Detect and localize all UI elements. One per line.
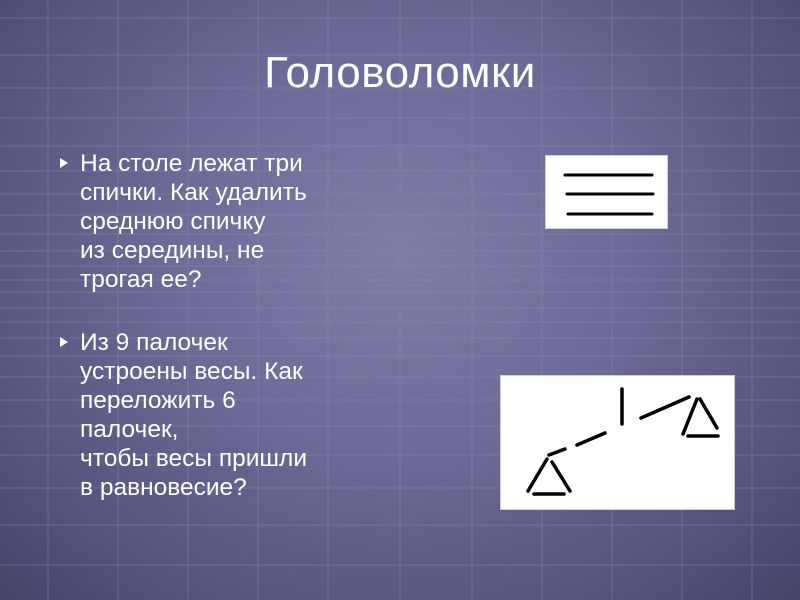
beam-left-upper xyxy=(577,433,605,445)
left-pan-left-side xyxy=(528,459,547,491)
triangle-bullet-icon xyxy=(60,337,68,347)
beam-left-lower xyxy=(549,449,565,455)
three-matches-drawing xyxy=(546,156,667,228)
triangle-bullet-icon xyxy=(60,158,68,168)
right-pan-right-side xyxy=(700,399,717,428)
scales-figure xyxy=(500,375,735,510)
bullet-item-matches xyxy=(60,149,360,299)
left-pan-right-side xyxy=(552,462,570,491)
bullet-text-matches: На столе лежат три спички. Как удалить среднюю спичку из середины, не трогая ее? xyxy=(80,150,307,293)
scales-drawing xyxy=(501,376,734,509)
right-pan-left-side xyxy=(683,399,697,434)
three-matches-figure xyxy=(545,155,668,229)
bullet-text-scales: Из 9 палочек устроены весы. Как переложить 6 палочек, чтобы весы пришли в равновесие? xyxy=(80,329,308,501)
beam-right xyxy=(641,397,689,418)
slide-title: Головоломки xyxy=(264,48,536,97)
bullet-item-scales xyxy=(60,328,360,528)
